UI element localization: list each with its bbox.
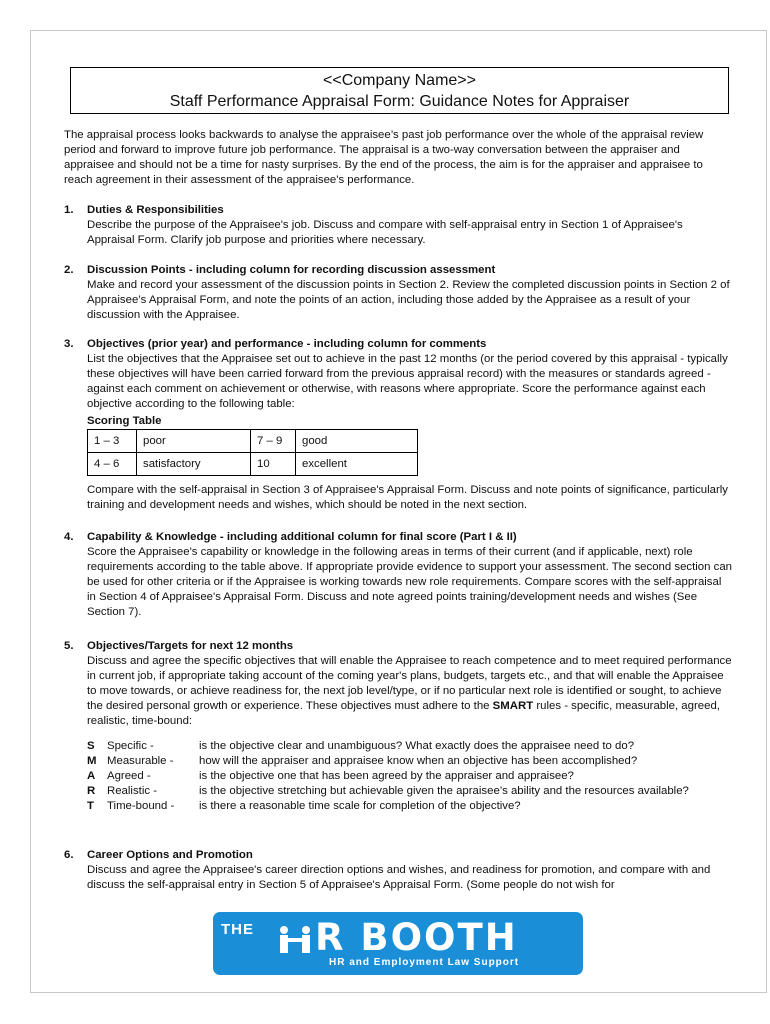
section-text: Score the Appraisee's capability or knowledge in the following areas in terms of their current (and if applicable, next) role requirements according to the table above. If appropriate provide evidence to support your assessment. The second section can be used for other criteria or if the Appraisee is working towards new role requirements. Compare scores with the self-appraisal in Section 4 of Appraisee's Appraisal Form. Discuss and note agreed points training/development needs and wishes (See Section 7). <box>87 546 733 618</box>
table-cell: excellent <box>296 453 418 476</box>
section-4 <box>64 530 732 620</box>
smart-letter: S <box>87 740 95 752</box>
table-cell: good <box>296 430 418 453</box>
smart-word-label: Realistic - <box>107 785 158 797</box>
section-number: 3. <box>64 338 74 350</box>
section-text-before: Discuss and agree the specific objectives that will enable the Appraisee to reach competence and to meet required performance in current job, if appropriate taking account of the coming year's plans, budgets, targets etc., and that will enable the Appraisee to move towards, or achieve readiness for, the next job level/type, or if no particular next role is identified or sought, to achieve the desired personal growth or experience. These objectives must adhere to the <box>87 655 732 712</box>
section-text: List the objectives that the Appraisee set out to achieve in the past 12 months (or the period covered by this appraisal - typically these objectives will have been carried forward from the previous appraisal record) with the measures or standards agreed - against each comment on achievement or otherwise, with reasons where appropriate. Score the performance against each objective according to the following table: <box>87 353 728 410</box>
section-1 <box>64 203 732 248</box>
section-5 <box>64 639 732 814</box>
section-title: Career Options and Promotion <box>87 849 253 861</box>
smart-list <box>87 739 732 814</box>
logo-the: THE <box>221 921 254 938</box>
section-text <box>87 654 732 729</box>
section-6 <box>64 848 732 893</box>
section-number: 4. <box>64 531 74 543</box>
section-text: Describe the purpose of the Appraisee's job. Discuss and compare with self-appraisal entry in Section 1 of Appraisee's Appraisal Form. Clarify job purpose and priorities where necessary. <box>87 219 683 246</box>
logo-main <box>275 916 518 959</box>
smart-letter: T <box>87 800 94 812</box>
smart-desc: is there a reasonable time scale for completion of the objective? <box>199 800 521 812</box>
smart-desc: how will the appraiser and appraisee know when an objective has been accomplished? <box>199 755 638 767</box>
section-text: Make and record your assessment of the discussion points in Section 2. Review the completed discussion points in Section 2 of Appraisee’s Appraisal Form, and note the points of an action, including those added by the Appraisee as a result of your discussion with the Appraisee. <box>87 279 730 321</box>
smart-desc: is the objective stretching but achievable given the apraisee’s ability and the resources available? <box>199 785 689 797</box>
section-title: Objectives (prior year) and performance - including column for comments <box>87 338 487 350</box>
section-number: 2. <box>64 264 74 276</box>
smart-item <box>87 769 732 784</box>
table-cell: 7 – 9 <box>251 430 296 453</box>
table-row <box>88 453 418 476</box>
logo-sub: HR and Employment Law Support <box>329 957 520 968</box>
intro-paragraph: The appraisal process looks backwards to analyse the appraisee’s past job performance over the whole of the appraisal review period and forward to improve future job performance. The appraisal is a two-way conversation between the appraiser and appraisee and should not be a time for nasty surprises. By the end of the process, the aim is for the appraiser and appraisee to reach agreement in their assessment of the appraisee's performance. <box>64 129 704 186</box>
header-box <box>70 67 729 114</box>
smart-word: SMART <box>492 700 534 712</box>
smart-item <box>87 754 732 769</box>
smart-letter: R <box>87 785 96 797</box>
table-cell: 1 – 3 <box>88 430 137 453</box>
smart-item <box>87 784 732 799</box>
section-text-after: rules - specific, measurable, agreed, realistic, time-bound: <box>87 700 720 727</box>
section-3 <box>64 337 732 513</box>
page-title: Staff Performance Appraisal Form: Guidance Notes for Appraiser <box>169 93 630 110</box>
smart-word-label: Measurable - <box>107 755 174 767</box>
section-2 <box>64 263 732 323</box>
smart-item <box>87 739 732 754</box>
section-title: Duties & Responsibilities <box>87 204 224 216</box>
section-title: Discussion Points - including column for recording discussion assessment <box>87 264 496 276</box>
scoring-table-title: Scoring Table <box>87 415 162 427</box>
smart-letter: A <box>87 770 96 782</box>
section-number: 1. <box>64 204 74 216</box>
table-cell: poor <box>137 430 251 453</box>
company-name: <<Company Name>> <box>323 72 476 89</box>
table-row <box>88 430 418 453</box>
table-cell: 10 <box>251 453 296 476</box>
scoring-table <box>87 429 418 476</box>
smart-item <box>87 799 732 814</box>
smart-desc: is the objective clear and unambiguous? What exactly does the appraisee need to do? <box>199 740 635 752</box>
smart-word-label: Time-bound - <box>107 800 175 812</box>
logo-main-text: R BOOTH <box>315 916 518 959</box>
section-title: Capability & Knowledge - including additional column for final score (Part I & II) <box>87 531 517 543</box>
smart-word-label: Agreed - <box>107 770 151 782</box>
smart-letter: M <box>87 755 97 767</box>
smart-desc: is the objective one that has been agreed by the appraiser and appraisee? <box>199 770 574 782</box>
hr-booth-logo <box>213 912 583 975</box>
people-figure-icon <box>275 925 315 955</box>
table-cell: 4 – 6 <box>88 453 137 476</box>
section-title: Objectives/Targets for next 12 months <box>87 640 294 652</box>
section-text-after: Compare with the self-appraisal in Section 3 of Appraisee's Appraisal Form. Discuss and note points of significance, particularly training and development needs and wishes, which should be noted in the next section. <box>87 484 729 511</box>
table-cell: satisfactory <box>137 453 251 476</box>
section-text: Discuss and agree the Appraisee's career direction options and wishes, and readiness for promotion, and compare with and discuss the self-appraisal entry in Section 5 of Appraisee's Appraisal Form. (Some people do not wish for <box>87 864 711 891</box>
section-number: 5. <box>64 640 74 652</box>
smart-word-label: Specific - <box>107 740 154 752</box>
section-number: 6. <box>64 849 74 861</box>
